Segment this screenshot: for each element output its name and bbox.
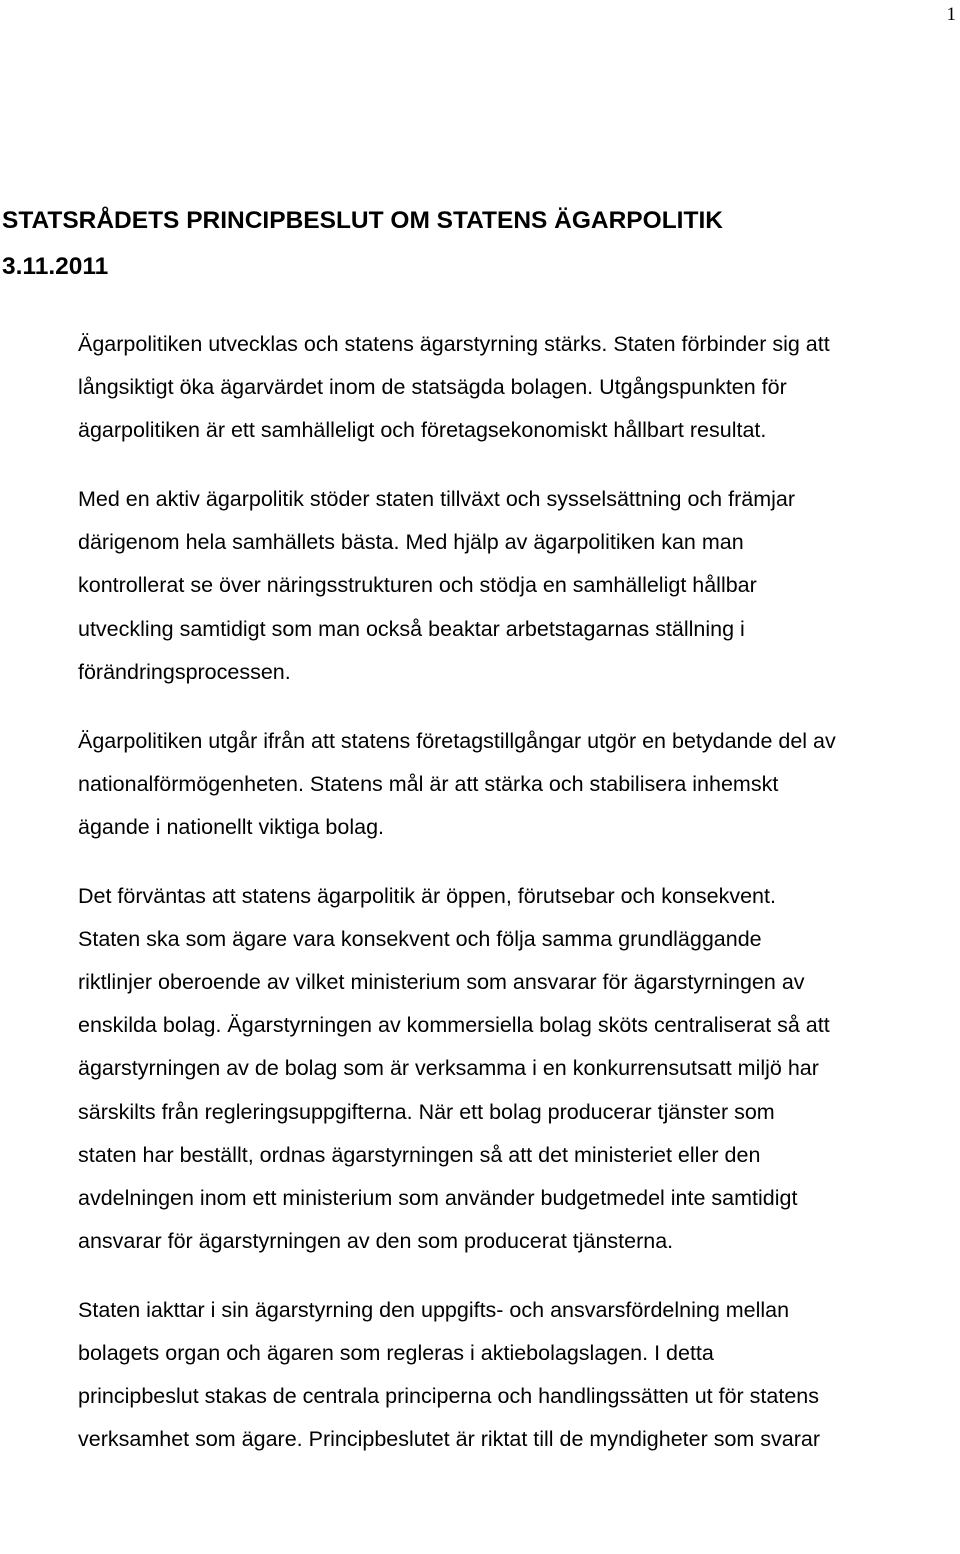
text-line: staten har beställt, ordnas ägarstyrningen så att det ministeriet eller den <box>78 1142 761 1167</box>
text-line: Ägarpolitiken utgår ifrån att statens företagstillgångar utgör en betydande del av <box>78 728 836 753</box>
text-line: riktlinjer oberoende av vilket ministerium som ansvarar för ägarstyrningen av <box>78 970 805 995</box>
text-line: kontrollerat se över näringsstrukturen och stödja en samhälleligt hållbar <box>78 573 757 598</box>
title-line-1: STATSRÅDETS PRINCIPBESLUT OM STATENS ÄGARPOLITIK <box>2 207 723 234</box>
paragraph-1 <box>78 323 960 452</box>
text-line: därigenom hela samhällets bästa. Med hjälp av ägarpolitiken kan man <box>78 530 744 555</box>
text-line: Staten iakttar i sin ägarstyrning den uppgifts- och ansvarsfördelning mellan <box>78 1297 790 1322</box>
text-line: Med en aktiv ägarpolitik stöder staten tillväxt och sysselsättning och främjar <box>78 487 795 512</box>
text-line: enskilda bolag. Ägarstyrningen av kommersiella bolag sköts centraliserat så att <box>78 1013 830 1038</box>
text-line: Det förväntas att statens ägarpolitik är öppen, förutsebar och konsekvent. <box>78 884 776 909</box>
text-line: ägarpolitiken är ett samhälleligt och företagsekonomiskt hållbart resultat. <box>78 418 767 443</box>
text-line: ägarstyrningen av de bolag som är verksamma i en konkurrensutsatt miljö har <box>78 1056 819 1081</box>
text-line: bolagets organ och ägaren som regleras i aktiebolagslagen. I detta <box>78 1340 714 1365</box>
text-line: Staten ska som ägare vara konsekvent och följa samma grundläggande <box>78 927 762 952</box>
text-line: särskilts från regleringsuppgifterna. När ett bolag producerar tjänster som <box>78 1099 775 1124</box>
text-line: ägande i nationellt viktiga bolag. <box>78 814 384 839</box>
text-line: utveckling samtidigt som man också beaktar arbetstagarnas ställning i <box>78 616 745 641</box>
paragraph-3 <box>78 720 960 849</box>
document-title <box>2 198 958 290</box>
text-line: verksamhet som ägare. Principbeslutet är riktat till de myndigheter som svarar <box>78 1427 821 1452</box>
document-body <box>78 323 960 1461</box>
title-date: 3.11.2011 <box>2 253 109 280</box>
page-number: 1 <box>946 4 956 25</box>
text-line: avdelningen inom ett ministerium som använder budgetmedel inte samtidigt <box>78 1185 798 1210</box>
text-line: förändringsprocessen. <box>78 659 291 684</box>
paragraph-4 <box>78 875 960 1263</box>
text-line: principbeslut stakas de centrala principerna och handlingssätten ut för statens <box>78 1384 819 1409</box>
text-line: nationalförmögenheten. Statens mål är att stärka och stabilisera inhemskt <box>78 771 779 796</box>
text-line: ansvarar för ägarstyrningen av den som producerat tjänsterna. <box>78 1228 674 1253</box>
text-line: långsiktigt öka ägarvärdet inom de statsägda bolagen. Utgångspunkten för <box>78 375 787 400</box>
paragraph-5 <box>78 1289 960 1461</box>
paragraph-2 <box>78 478 960 693</box>
text-line: Ägarpolitiken utvecklas och statens ägarstyrning stärks. Staten förbinder sig att <box>78 332 830 356</box>
